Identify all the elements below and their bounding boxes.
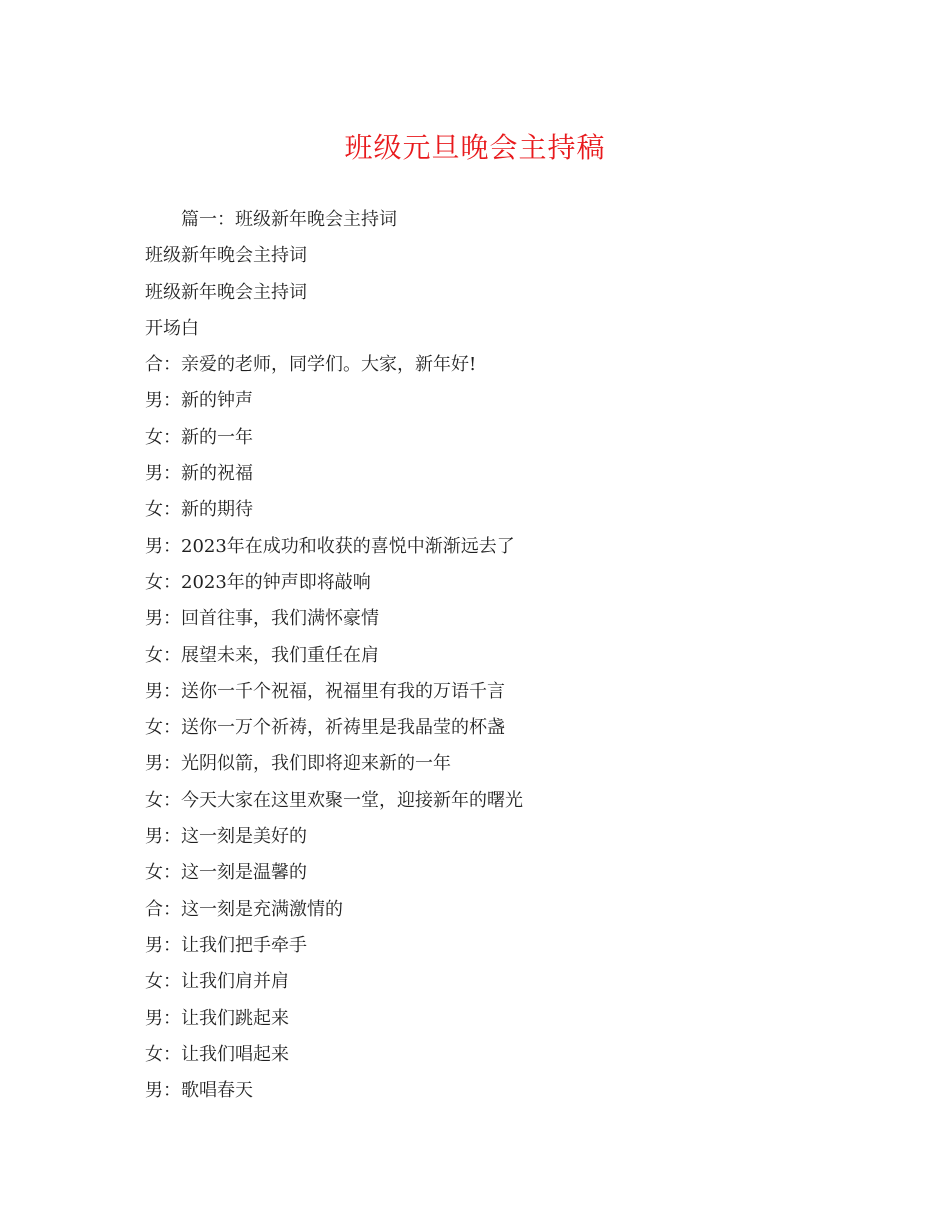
dialogue-line: 男：让我们把手牵手: [145, 934, 307, 956]
dialogue-line: 男：新的钟声: [145, 390, 253, 412]
dialogue-line: 女：让我们唱起来: [145, 1043, 289, 1065]
section-heading: 篇一：班级新年晚会主持词: [181, 209, 397, 230]
document-title: 班级元旦晚会主持稿: [344, 131, 606, 164]
dialogue-line: 女：新的一年: [145, 426, 253, 448]
dialogue-line: 男：送你一千个祝福，祝福里有我的万语千言: [145, 680, 505, 702]
document-body: [145, 202, 825, 1109]
dialogue-line: 女：展望未来，我们重任在肩: [145, 644, 379, 666]
dialogue-line: 男：光阴似箭，我们即将迎来新的一年: [145, 753, 451, 775]
dialogue-line: 男：这一刻是美好的: [145, 826, 307, 848]
dialogue-line: 男：回首往事，我们满怀豪情: [145, 608, 379, 630]
text-line: 开场白: [145, 317, 199, 339]
dialogue-line: 男：2023年在成功和收获的喜悦中渐渐远去了: [145, 535, 515, 557]
dialogue-line: 合：这一刻是充满激情的: [145, 898, 343, 920]
dialogue-line: 女：今天大家在这里欢聚一堂，迎接新年的曙光: [145, 789, 523, 811]
dialogue-line: 女：让我们肩并肩: [145, 971, 289, 993]
text-line: 班级新年晚会主持词: [145, 281, 307, 303]
text-line: 班级新年晚会主持词: [145, 245, 307, 267]
dialogue-line: 女：这一刻是温馨的: [145, 862, 307, 884]
dialogue-line: 男：歌唱春天: [145, 1080, 253, 1102]
dialogue-line: 女：2023年的钟声即将敲响: [145, 571, 371, 593]
dialogue-line: 合：亲爱的老师，同学们。大家，新年好!: [145, 354, 477, 376]
dialogue-line: 女：新的期待: [145, 499, 253, 521]
dialogue-line: 女：送你一万个祈祷，祈祷里是我晶莹的杯盏: [145, 717, 505, 739]
dialogue-line: 男：让我们跳起来: [145, 1007, 289, 1029]
dialogue-line: 男：新的祝福: [145, 463, 253, 485]
